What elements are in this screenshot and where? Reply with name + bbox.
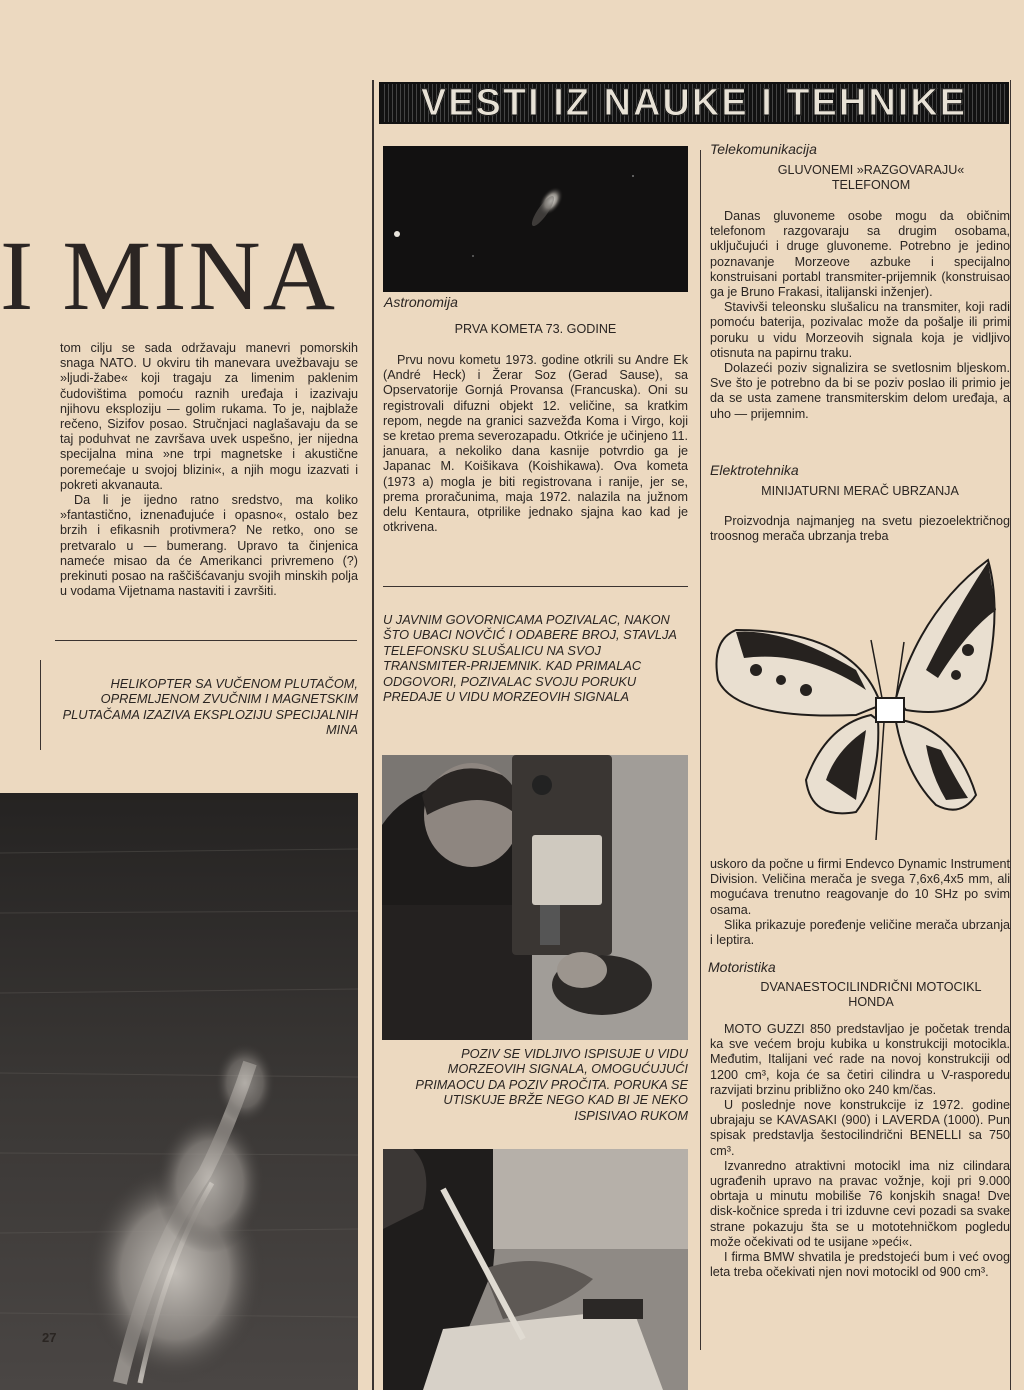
- moto-paragraph-4: I firma BMW shvatila je predstojeći bum i već ovog leta treba očekivati njen novi motocikl od 900 cm³.: [710, 1250, 1010, 1280]
- moto-article-body: [710, 1022, 1010, 1280]
- butterfly-accelerometer-image: [706, 550, 1006, 850]
- moto-paragraph-2: U poslednje nove konstrukcije iz 1972. godine ubrajaju se KAVASAKI (900) i LAVERDA (1000). Pun spisak predstavlja šestocilindrični BENELLI sa 750 cm³.: [710, 1098, 1010, 1158]
- column-divider-left: [372, 80, 374, 1390]
- banner-title: VESTI IZ NAUKE I TEHNIKE: [420, 81, 968, 124]
- caption-rule: [55, 640, 357, 641]
- page-edge-rule: [1010, 80, 1011, 1390]
- article-headline: I MINA: [0, 220, 337, 331]
- electro-kicker: Elektrotehnika: [710, 462, 799, 478]
- telecom-heading: GLUVONEMI »RAZGOVARAJU« TELEFONOM: [777, 163, 965, 192]
- phone-booth-photo: [382, 755, 688, 1040]
- section-banner: [379, 82, 1009, 124]
- phone-booth-caption: U JAVNIM GOVORNICAMA POZIVALAC, NAKON ŠTO UBACI NOVČIĆ I ODABERE BROJ, STAVLJA TELEFONSKU SLUŠALICU NA SVOJ TRANSMITER-PRIJEMNIK. KAD PRIMALAC ODGOVORI, POZIVALAC SVOJU PORUKU PREDAJE U VIDU MORZEOVIH SIGNALA: [383, 612, 677, 705]
- electro-heading: MINIJATURNI MERAČ UBRZANJA: [761, 484, 959, 498]
- mina-paragraph-2: Da li je ijedno ratno sredstvo, ma koliko »fantastično, iznenađujuće i opasno«, ostalo bez brzih i efikasnih protivmera? Ne retko, ono se pretvaralo u — bumerang. Upravo ta činjenica nameće misao da će Amerikanci privremeno (?) prekinuti posao na raščišćavanju svojih minskih polja u vodama Vijetnama nastaviti i završiti.: [60, 493, 358, 599]
- moto-kicker: Motoristika: [708, 959, 776, 975]
- butterfly-drawing: [706, 550, 1006, 850]
- helicopter-caption: HELIKOPTER SA VUČENOM PLUTAČOM, OPREMLJENOM ZVUČNIM I MAGNETSKIM PLUTAČAMA IZAZIVA EKSPLOZIJU SPECIJALNIH MINA: [62, 676, 358, 738]
- morse-print-caption: POZIV SE VIDLJIVO ISPISUJE U VIDU MORZEOVIH SIGNALA, OMOGUĆUJUĆI PRIMAOCU DA POZIV PROČITA. PORUKA SE UTISKUJE BRŽE NEGO KAD BI JE NEKO ISPISIVAO RUKOM: [415, 1046, 688, 1123]
- electro-article-top: [710, 514, 1010, 544]
- comet-photo: [383, 146, 688, 292]
- comet-paragraph: Prvu novu kometu 1973. godine otkrili su Andre Ek (André Heck) i Žerar Soz (Gerad Sause), sa Opservatorije Gornjá Provansa (Francuska). Oni su registrovali difuzni objekt 12. veličine, sa kratkim repom, negde na granici sazvežđa Koma i Virgo, koji se kretao prema severozapadu. Otkriće je učinjeno 11. januara, a nekoliko dana kasnije potvrdio ga je Japanac M. Koišikava (Koishikawa). Ova kometa (1973 a) mogla je biti registrovana i ranije, jer se, prema proračunima, maja 1972. nalazila na južnom delu Kentaura, otprilike jednako sjajna kao kad je otkrivena.: [383, 353, 688, 535]
- telecom-paragraph-1: Danas gluvoneme osobe mogu da običnim telefonom razgovaraju sa drugim osobama, uključujući i druge gluvoneme. Potrebno je jedino poznavanje Morzeove azbuke i specijalno konstruisani portabl transmiter-prijemnik (konstruisao ga je Bruno Frakasi, italijanski inženjer).: [710, 209, 1010, 300]
- column-divider-right: [700, 150, 701, 1350]
- astronomy-kicker: Astronomija: [384, 294, 458, 310]
- telecom-kicker: Telekomunikacija: [710, 141, 817, 157]
- sea-spray-image: [0, 793, 358, 1390]
- mina-article-body: [60, 341, 358, 599]
- comet-article-body: [383, 353, 688, 535]
- moto-heading: DVANAESTOCILINDRIČNI MOTOCIKL HONDA: [760, 980, 982, 1009]
- telecom-paragraph-2: Stavivši teleonsku slušalicu na transmiter, koji radi pomoću baterija, pozivalac može da pošalje ili primi poruku u vidu Morzeovih signala koja je vidljivo otisnuta na papirnu traku.: [710, 300, 1010, 360]
- electro-article-bottom: [710, 857, 1010, 948]
- electro-paragraph-1: Proizvodnja najmanjeg na svetu piezoelektričnog troosnog merača ubrzanja treba: [710, 514, 1010, 544]
- telecom-article-body: [710, 209, 1010, 422]
- caption-side-rule: [40, 660, 41, 750]
- page-number: 27: [42, 1330, 57, 1345]
- comet-image: [383, 146, 688, 292]
- moto-paragraph-1: MOTO GUZZI 850 predstavljao je početak trenda ka sve većem broju kubika u konstrukciji motocikla. Međutim, Italijani već rade na novoj konstrukciji od 1200 cm³, koja će sa četiri cilindra u V-rasporedu razvijati brzinu približno oko 240 km/čas.: [710, 1022, 1010, 1097]
- mina-paragraph-1: tom cilju se sada održavaju manevri pomorskih snaga NATO. U okviru tih manevara uvežbavaju se »ljudi-žabe« koji tragaju za limenim paklenim čudovištima pomoću raznih uređaja i izazivaju njihovu eksploziju — golim rukama. To je, najblaže rečeno, Sizifov posao. Stručnjaci naglašavaju da se taj poduhvat ne završava uvek uspešno, jer nijedna specijalna mina »ne trpi magnetske i akustične poremećaje u svojoj blizini«, a njih mogu izazvati i pokreti akvanauta.: [60, 341, 358, 492]
- middle-rule: [383, 586, 688, 587]
- phone-booth-image: [382, 755, 688, 1040]
- comet-heading: PRVA KOMETA 73. GODINE: [454, 322, 617, 336]
- moto-paragraph-3: Izvanredno atraktivni motocikl ima niz cilindara ugrađenih upravo na pravac vožnje, koji pri 9.000 obrtaja u minutu mobiliše 76 konjskih snaga! Dve disk-kočnice spreda i tri izduvne cevi pozadi sa svake strane pokazuju šta se u mototehničkom pogledu može očekivati od te usijane »peći«.: [710, 1158, 1010, 1249]
- transmitter-photo: [383, 1149, 688, 1390]
- mine-explosion-photo: [0, 793, 358, 1390]
- telecom-paragraph-3: Dolazeći poziv signalizira se svetlosnim bljeskom. Sve što je potrebno da bi se poziv poslao ili primio je da se usta zamene transmiterskim delom uređaja, a uho — prijemnim.: [710, 361, 1010, 421]
- electro-paragraph-3: Slika prikazuje poređenje veličine merača ubrzanja i leptira.: [710, 917, 1010, 948]
- transmitter-image: [383, 1149, 688, 1390]
- electro-paragraph-2: uskoro da počne u firmi Endevco Dynamic Instrument Division. Veličina merača je svega 7,6x6,4x5 mm, ali mogućava trenutno reagovanje do 10 SHz po svim osama.: [710, 857, 1010, 917]
